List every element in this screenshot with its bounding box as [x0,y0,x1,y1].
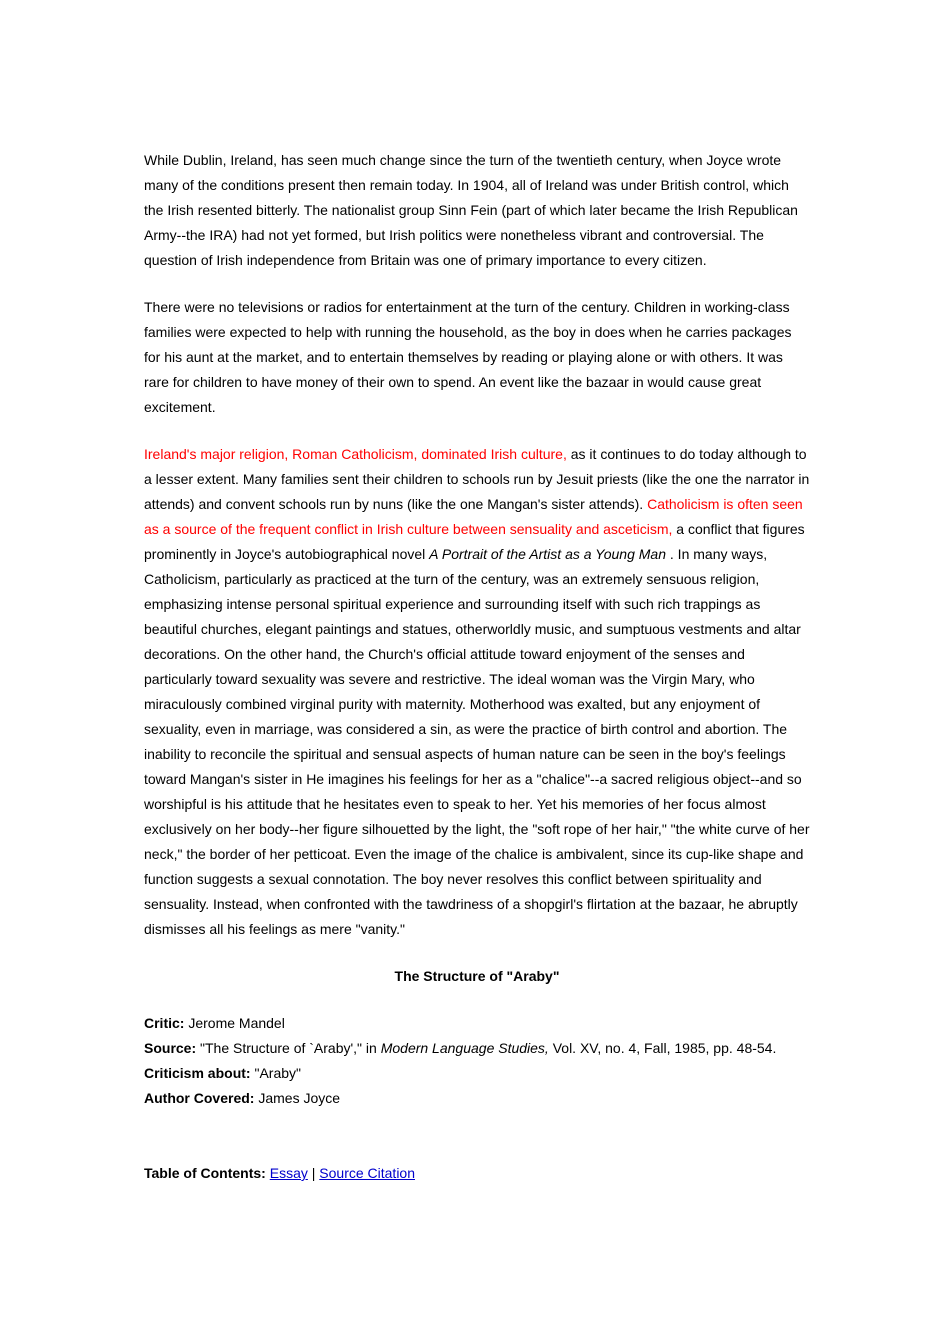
critic-line [144,1011,810,1036]
criticism-line [144,1061,810,1086]
book-title: A Portrait of the Artist as a Young Man [429,546,667,562]
source-citation-link[interactable]: Source Citation [319,1165,415,1181]
highlighted-text: Catholicism is often seen as a source of the frequent conflict in Irish culture between sensuality and asceticism, [144,496,803,537]
source-journal: Modern Language Studies, [380,1040,549,1056]
critic-label: Critic: [144,1015,185,1031]
author-value: James Joyce [254,1090,341,1106]
highlighted-text: Ireland's major religion, Roman Catholicism, dominated Irish culture, [144,446,567,462]
paragraph-catholicism [144,442,810,942]
section-heading: The Structure of "Araby" [394,968,560,984]
citation-block [144,1011,810,1111]
author-line [144,1086,810,1111]
essay-link[interactable]: Essay [269,1165,308,1181]
critic-value: Jerome Mandel [184,1015,285,1031]
source-value: "The Structure of `Araby'," in [196,1040,381,1056]
body-text: as it continues to do today although to a lesser extent. Many families sent their children to schools run by Jesuit priests (like the one the narrator in attends) and convent schools run by nuns (like the one Mangan's sister attends). [144,446,810,512]
paragraph-dublin: While Dublin, Ireland, has seen much change since the turn of the twentieth century, when Joyce wrote many of the conditions present then remain today. In 1904, all of Ireland was under British control, which the Irish resented bitterly. The nationalist group Sinn Fein (part of which later became the Irish Republican Army--the IRA) had not yet formed, but Irish politics were nonetheless vibrant and controversial. The question of Irish independence from Britain was one of primary importance to every citizen. [144,152,798,268]
source-line [144,1036,810,1061]
body-text: a conflict that figures prominently in Joyce's autobiographical novel [144,521,805,562]
toc-separator: | [307,1165,320,1181]
source-details: Vol. XV, no. 4, Fall, 1985, pp. 48-54. [548,1040,777,1056]
criticism-label: Criticism about: [144,1065,251,1081]
paragraph-children: There were no televisions or radios for entertainment at the turn of the century. Children in working-class families were expected to help with running the household, as the boy in does when he carries packages for his aunt at the market, and to entertain themselves by reading or playing alone or with others. It was rare for children to have money of their own to spend. An event like the bazaar in would cause great excitement. [144,299,792,415]
body-text: . In many ways, Catholicism, particularly as practiced at the turn of the century, was an extremely sensuous religion, emphasizing intense personal spiritual experience and surrounding itself with such rich trappings as beautiful churches, elegant paintings and statues, otherworldly music, and sumptuous vestments and altar decorations. On the other hand, the Church's official attitude toward enjoyment of the senses and particularly toward sexuality was severe and restrictive. The ideal woman was the Virgin Mary, who miraculously combined virginal purity with maternity. Motherhood was exalted, but any enjoyment of sexuality, even in marriage, was considered a sin, as were the practice of birth control and abortion. The inability to reconcile the spiritual and sensual aspects of human nature can be seen in the boy's feelings toward Mangan's sister in He imagines his feelings for her as a "chalice"--a sacred religious object--and so worshipful is his attitude that he hesitates even to speak to her. Yet his memories of her focus almost exclusively on her body--her figure silhouetted by the light, the "soft rope of her hair," "the white curve of her neck," the border of her petticoat. Even the image of the chalice is ambivalent, since its cup-like shape and function suggests a sexual connotation. The boy never resolves this conflict between spirituality and sensuality. Instead, when confronted with the tawdriness of a shopgirl's flirtation at the bazaar, he abruptly dismisses all his feelings as mere "vanity." [144,546,810,937]
toc-label: Table of Contents: [144,1165,266,1181]
table-of-contents [144,1161,810,1186]
criticism-value: "Araby" [250,1065,301,1081]
author-label: Author Covered: [144,1090,255,1106]
source-label: Source: [144,1040,197,1056]
document-body [144,148,810,1186]
